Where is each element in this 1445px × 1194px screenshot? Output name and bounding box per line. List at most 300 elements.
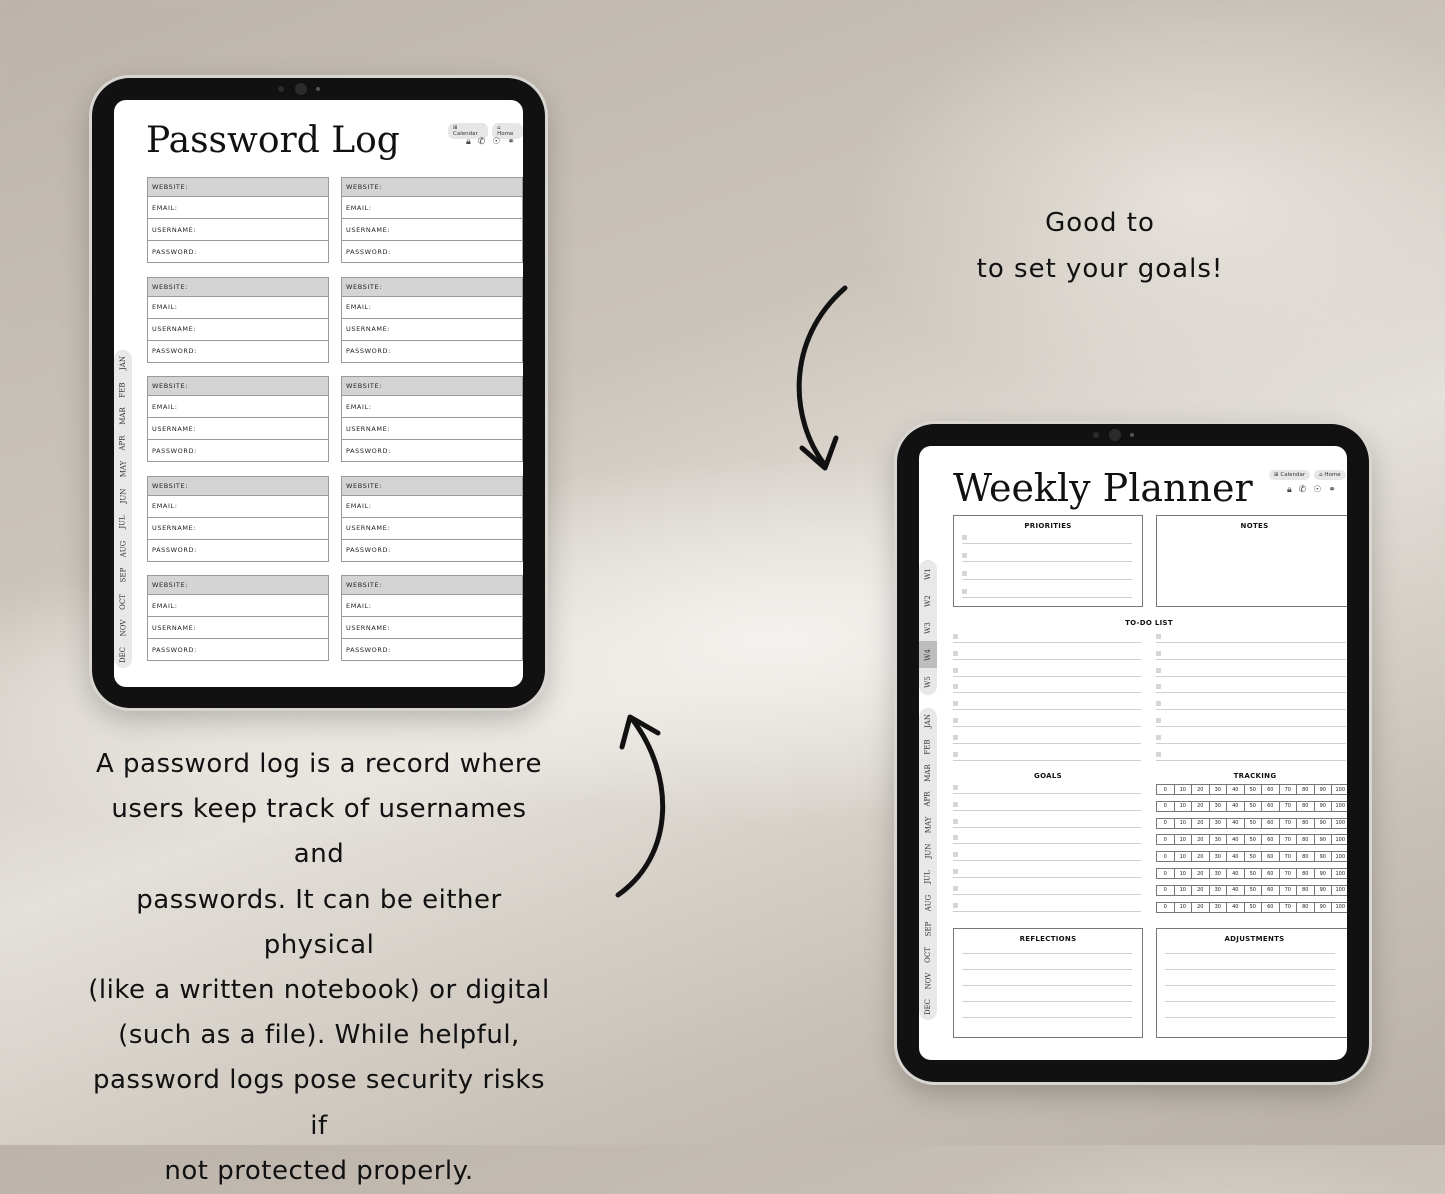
adjustment-line[interactable] <box>1165 1017 1335 1018</box>
checkbox[interactable] <box>1156 684 1161 689</box>
tracking-cell[interactable]: 70 <box>1279 885 1298 896</box>
description-line: not protected properly. <box>164 1155 474 1186</box>
tab-sep[interactable] <box>919 916 937 942</box>
tab-sep[interactable] <box>114 562 132 589</box>
tracking-cell[interactable]: 40 <box>1226 784 1245 795</box>
priorities-box <box>953 515 1143 607</box>
week-tabs <box>919 560 937 695</box>
tracking-cell[interactable]: 20 <box>1191 868 1210 879</box>
tab-nov[interactable] <box>919 968 937 994</box>
tracking-cell[interactable]: 20 <box>1191 784 1210 795</box>
tracking-cell[interactable]: 50 <box>1244 801 1263 812</box>
checkbox[interactable] <box>953 718 958 723</box>
drops-icon[interactable]: ⚭ <box>1328 485 1336 495</box>
tracking-cell[interactable]: 80 <box>1296 868 1315 879</box>
tracking-cell[interactable]: 20 <box>1191 834 1210 845</box>
username-field[interactable]: USERNAME: <box>341 219 523 241</box>
username-field[interactable]: USERNAME: <box>147 518 329 540</box>
phone-icon[interactable]: ✆ <box>1298 485 1307 495</box>
tab-label: W2 <box>924 594 932 607</box>
page-title: Weekly Planner <box>953 466 1253 510</box>
tracking-cell[interactable]: 30 <box>1209 902 1228 913</box>
tab-label: APR <box>923 791 932 807</box>
checkbox[interactable] <box>953 819 958 824</box>
goal-line[interactable] <box>953 843 1141 844</box>
checkbox[interactable] <box>953 684 958 689</box>
todo-line[interactable] <box>1156 760 1346 761</box>
tracking-cell[interactable]: 100 <box>1331 801 1347 812</box>
tracking-row <box>1156 801 1347 812</box>
tab-label: APR <box>118 435 127 451</box>
tracking-cell[interactable]: 10 <box>1174 834 1193 845</box>
password-field[interactable]: PASSWORD: <box>341 341 523 363</box>
tracking-cell[interactable]: 80 <box>1296 851 1315 862</box>
tracking-cell[interactable]: 0 <box>1156 885 1175 896</box>
lock-icon[interactable]: 🔒︎ <box>466 137 471 147</box>
tracking-cell[interactable]: 90 <box>1314 885 1333 896</box>
password-log-screen <box>114 100 523 687</box>
tab-label: DEC <box>118 646 127 663</box>
todo-line[interactable] <box>953 709 1141 710</box>
website-field[interactable]: WEBSITE: <box>341 177 523 197</box>
todo-heading: TO-DO LIST <box>1125 619 1173 627</box>
todo-line[interactable] <box>1156 676 1346 677</box>
todo-line[interactable] <box>1156 726 1346 727</box>
website-field[interactable]: WEBSITE: <box>147 575 329 595</box>
checkbox[interactable] <box>962 589 967 594</box>
tracking-cell[interactable]: 70 <box>1279 868 1298 879</box>
username-field[interactable]: USERNAME: <box>147 219 329 241</box>
tab-label: DEC <box>923 998 932 1016</box>
tab-nov[interactable] <box>114 615 132 642</box>
adjustment-line[interactable] <box>1165 1001 1335 1002</box>
tracking-cell[interactable]: 90 <box>1314 801 1333 812</box>
goal-line[interactable] <box>953 911 1141 912</box>
tracking-cell[interactable]: 90 <box>1314 851 1333 862</box>
tracking-cell[interactable]: 100 <box>1331 784 1347 795</box>
camera-dot <box>278 86 284 92</box>
tracking-cell[interactable]: 30 <box>1209 868 1228 879</box>
website-field[interactable]: WEBSITE: <box>147 177 329 197</box>
checkbox[interactable] <box>1156 752 1161 757</box>
email-field[interactable]: EMAIL: <box>147 297 329 319</box>
month-tabs <box>114 350 132 668</box>
website-field[interactable]: WEBSITE: <box>147 476 329 496</box>
tracking-cell[interactable]: 60 <box>1261 902 1280 913</box>
password-field[interactable]: PASSWORD: <box>147 341 329 363</box>
checkbox[interactable] <box>953 668 958 673</box>
tracking-cell[interactable]: 90 <box>1314 818 1333 829</box>
tracking-cell[interactable]: 80 <box>1296 834 1315 845</box>
tab-jan[interactable] <box>919 708 937 734</box>
reflection-line[interactable] <box>962 985 1132 986</box>
website-field[interactable]: WEBSITE: <box>147 277 329 297</box>
tracking-cell[interactable]: 20 <box>1191 885 1210 896</box>
password-entry <box>341 476 523 562</box>
tracking-cell[interactable]: 0 <box>1156 784 1175 795</box>
tracking-cell[interactable]: 100 <box>1331 902 1347 913</box>
password-field[interactable]: PASSWORD: <box>341 639 523 661</box>
reflection-line[interactable] <box>962 953 1132 954</box>
tracking-cell[interactable]: 40 <box>1226 801 1245 812</box>
tracking-cell[interactable]: 20 <box>1191 851 1210 862</box>
tab-aug[interactable] <box>919 890 937 916</box>
tracking-cell[interactable]: 70 <box>1279 818 1298 829</box>
tab-mar[interactable] <box>114 403 132 430</box>
tracking-cell[interactable]: 30 <box>1209 784 1228 795</box>
tab-label: OCT <box>118 593 127 610</box>
tab-label: MAR <box>924 764 932 782</box>
lightbulb-icon[interactable]: ☉ <box>1313 485 1322 495</box>
adjustment-line[interactable] <box>1165 953 1335 954</box>
tracking-cell[interactable]: 50 <box>1244 834 1263 845</box>
tab-dec[interactable] <box>919 994 937 1020</box>
password-field[interactable]: PASSWORD: <box>147 241 329 263</box>
tracking-cell[interactable]: 80 <box>1296 902 1315 913</box>
tab-jun[interactable] <box>114 483 132 510</box>
email-field[interactable]: EMAIL: <box>147 496 329 518</box>
tracking-row <box>1156 851 1347 862</box>
password-field[interactable]: PASSWORD: <box>341 241 523 263</box>
tab-w1[interactable] <box>919 560 937 587</box>
tracking-cell[interactable]: 0 <box>1156 868 1175 879</box>
description-line: (like a written notebook) or digital <box>88 975 550 1006</box>
checkbox[interactable] <box>953 869 958 874</box>
lightbulb-icon[interactable]: ☉ <box>492 137 501 147</box>
tracking-cell[interactable]: 10 <box>1174 885 1193 896</box>
checkbox[interactable] <box>953 735 958 740</box>
tracking-cell[interactable]: 50 <box>1244 868 1263 879</box>
checkbox[interactable] <box>1156 668 1161 673</box>
checkbox[interactable] <box>1156 718 1161 723</box>
tracking-cell[interactable]: 30 <box>1209 818 1228 829</box>
todo-line[interactable] <box>953 659 1141 660</box>
website-field[interactable]: WEBSITE: <box>341 575 523 595</box>
tracking-cell[interactable]: 10 <box>1174 818 1193 829</box>
notes-heading: NOTES <box>1240 522 1269 530</box>
username-field[interactable]: USERNAME: <box>147 418 329 440</box>
tab-dec[interactable] <box>114 642 132 669</box>
tracking-row <box>1156 885 1347 896</box>
home-button[interactable]: ⌂ Home <box>492 123 523 139</box>
tab-oct[interactable] <box>919 942 937 968</box>
reflection-line[interactable] <box>962 969 1132 970</box>
tracking-cell[interactable]: 0 <box>1156 851 1175 862</box>
tracking-cell[interactable]: 50 <box>1244 851 1263 862</box>
password-entry <box>147 575 329 661</box>
description-line: A password log is a record where <box>95 749 543 779</box>
tracking-cell[interactable]: 90 <box>1314 834 1333 845</box>
goal-line[interactable] <box>953 810 1141 811</box>
tracking-row <box>1156 784 1347 795</box>
todo-line[interactable] <box>953 726 1141 727</box>
tab-may[interactable] <box>114 456 132 483</box>
priority-line[interactable] <box>962 597 1132 598</box>
checkbox[interactable] <box>953 785 958 790</box>
tab-label: OCT <box>923 947 932 963</box>
tab-label: JUN <box>924 843 932 859</box>
drops-icon[interactable]: ⚭ <box>507 137 515 147</box>
tracking-cell[interactable]: 100 <box>1331 868 1347 879</box>
tracking-cell[interactable]: 60 <box>1261 851 1280 862</box>
tab-label: NOV <box>118 619 127 637</box>
tracking-cell[interactable]: 90 <box>1314 902 1333 913</box>
tracking-cell[interactable]: 100 <box>1331 834 1347 845</box>
username-field[interactable]: USERNAME: <box>341 518 523 540</box>
tracking-cell[interactable]: 0 <box>1156 818 1175 829</box>
password-field[interactable]: PASSWORD: <box>341 540 523 562</box>
checkbox[interactable] <box>1156 651 1161 656</box>
checkbox[interactable] <box>962 535 967 540</box>
username-field[interactable]: USERNAME: <box>341 617 523 639</box>
tracking-cell[interactable]: 20 <box>1191 902 1210 913</box>
tracking-cell[interactable]: 70 <box>1279 851 1298 862</box>
adjustments-box[interactable] <box>1156 928 1347 1038</box>
page-title: Password Log <box>146 120 400 161</box>
priority-line[interactable] <box>962 561 1132 562</box>
tracking-cell[interactable]: 10 <box>1174 902 1193 913</box>
tab-apr[interactable] <box>114 430 132 457</box>
password-entry <box>147 177 329 263</box>
tab-label: W1 <box>924 567 932 580</box>
password-entry <box>341 575 523 661</box>
email-field[interactable]: EMAIL: <box>341 496 523 518</box>
tracking-cell[interactable]: 0 <box>1156 801 1175 812</box>
tracking-cell[interactable]: 30 <box>1209 801 1228 812</box>
tab-jul[interactable] <box>114 509 132 536</box>
tab-feb[interactable] <box>919 734 937 760</box>
tab-label: JAN <box>924 714 932 728</box>
tab-label: JAN <box>119 356 127 371</box>
tracking-row <box>1156 902 1347 913</box>
tab-w3[interactable] <box>919 614 937 641</box>
website-field[interactable]: WEBSITE: <box>341 277 523 297</box>
todo-line[interactable] <box>1156 709 1346 710</box>
tracking-cell[interactable]: 10 <box>1174 784 1193 795</box>
checkbox[interactable] <box>953 802 958 807</box>
tracking-cell[interactable]: 50 <box>1244 818 1263 829</box>
camera-dot <box>1093 432 1099 438</box>
tracking-cell[interactable]: 90 <box>1314 784 1333 795</box>
email-field[interactable]: EMAIL: <box>147 396 329 418</box>
goal-line[interactable] <box>953 793 1141 794</box>
tab-jan[interactable] <box>114 350 132 377</box>
tracking-cell[interactable]: 40 <box>1226 851 1245 862</box>
tracking-cell[interactable]: 60 <box>1261 784 1280 795</box>
tracking-cell[interactable]: 20 <box>1191 818 1210 829</box>
checkbox[interactable] <box>953 752 958 757</box>
tracking-cell[interactable]: 60 <box>1261 801 1280 812</box>
checkbox[interactable] <box>953 701 958 706</box>
reflections-heading: REFLECTIONS <box>1019 935 1077 943</box>
tracking-cell[interactable]: 60 <box>1261 818 1280 829</box>
checkbox[interactable] <box>953 886 958 891</box>
tracking-cell[interactable]: 70 <box>1279 902 1298 913</box>
tab-feb[interactable] <box>114 377 132 404</box>
password-field[interactable]: PASSWORD: <box>147 440 329 462</box>
calendar-button[interactable]: ⊞ Calendar <box>448 123 488 139</box>
tracking-cell[interactable]: 30 <box>1209 885 1228 896</box>
tracking-cell[interactable]: 100 <box>1331 818 1347 829</box>
tab-jun[interactable] <box>919 838 937 864</box>
tracking-cell[interactable]: 80 <box>1296 885 1315 896</box>
tab-w5[interactable] <box>919 668 937 695</box>
tab-label: JUL <box>923 870 932 884</box>
tracking-row <box>1156 868 1347 879</box>
tracking-cell[interactable]: 40 <box>1226 834 1245 845</box>
tracking-cell[interactable]: 20 <box>1191 801 1210 812</box>
checkbox[interactable] <box>962 571 967 576</box>
tab-label: SEP <box>924 921 932 937</box>
tab-label: W3 <box>924 621 932 634</box>
tracking-cell[interactable]: 50 <box>1244 902 1263 913</box>
password-field[interactable]: PASSWORD: <box>341 440 523 462</box>
tab-label: FEB <box>119 382 127 398</box>
email-field[interactable]: EMAIL: <box>147 595 329 617</box>
password-entry <box>147 376 329 462</box>
username-field[interactable]: USERNAME: <box>341 418 523 440</box>
tracking-cell[interactable]: 10 <box>1174 868 1193 879</box>
tracking-cell[interactable]: 80 <box>1296 801 1315 812</box>
tab-jul[interactable] <box>919 864 937 890</box>
tracking-cell[interactable]: 50 <box>1244 885 1263 896</box>
adjustment-line[interactable] <box>1165 969 1335 970</box>
tracking-cell[interactable]: 90 <box>1314 868 1333 879</box>
tracking-cell[interactable]: 70 <box>1279 784 1298 795</box>
adjustment-line[interactable] <box>1165 985 1335 986</box>
todo-line[interactable] <box>1156 642 1346 643</box>
phone-icon[interactable]: ✆ <box>477 137 486 147</box>
website-field[interactable]: WEBSITE: <box>341 376 523 396</box>
tracking-cell[interactable]: 40 <box>1226 868 1245 879</box>
password-field[interactable]: PASSWORD: <box>147 540 329 562</box>
todo-line[interactable] <box>953 743 1141 744</box>
todo-line[interactable] <box>953 760 1141 761</box>
home-button[interactable]: ⌂ Home <box>1314 470 1345 480</box>
sensor-dot <box>1130 433 1134 437</box>
email-field[interactable]: EMAIL: <box>147 197 329 219</box>
goal-caption <box>960 200 1240 292</box>
checkbox[interactable] <box>953 835 958 840</box>
tab-aug[interactable] <box>114 536 132 563</box>
weekly-planner-screen <box>919 446 1347 1060</box>
tab-w2[interactable] <box>919 587 937 614</box>
tracking-cell[interactable]: 80 <box>1296 784 1315 795</box>
email-field[interactable]: EMAIL: <box>341 297 523 319</box>
tracking-cell[interactable]: 100 <box>1331 885 1347 896</box>
calendar-button[interactable]: ⊞ Calendar <box>1269 470 1310 480</box>
tracking-cell[interactable]: 70 <box>1279 801 1298 812</box>
username-field[interactable]: USERNAME: <box>147 319 329 341</box>
todo-line[interactable] <box>953 692 1141 693</box>
checkbox[interactable] <box>953 651 958 656</box>
username-field[interactable]: USERNAME: <box>147 617 329 639</box>
checkbox[interactable] <box>1156 634 1161 639</box>
checkbox[interactable] <box>953 852 958 857</box>
website-field[interactable]: WEBSITE: <box>341 476 523 496</box>
tracking-cell[interactable]: 60 <box>1261 885 1280 896</box>
goal-caption-line: Good to <box>1045 208 1155 238</box>
tracking-row <box>1156 818 1347 829</box>
tab-w4[interactable] <box>919 641 937 668</box>
password-entry <box>147 277 329 363</box>
checkbox[interactable] <box>1156 735 1161 740</box>
description-caption <box>88 742 550 1194</box>
tab-label: AUG <box>923 894 932 912</box>
tab-may[interactable] <box>919 812 937 838</box>
tab-apr[interactable] <box>919 786 937 812</box>
password-entry <box>147 476 329 562</box>
checkbox[interactable] <box>962 553 967 558</box>
adjustments-heading: ADJUSTMENTS <box>1224 935 1285 943</box>
email-field[interactable]: EMAIL: <box>341 396 523 418</box>
tab-mar[interactable] <box>919 760 937 786</box>
tracking-cell[interactable]: 30 <box>1209 834 1228 845</box>
tracking-cell[interactable]: 30 <box>1209 851 1228 862</box>
tracking-cell[interactable]: 0 <box>1156 902 1175 913</box>
todo-line[interactable] <box>1156 659 1346 660</box>
reflection-line[interactable] <box>962 1017 1132 1018</box>
tracking-heading: TRACKING <box>1233 772 1277 780</box>
password-entry <box>341 277 523 363</box>
reflection-line[interactable] <box>962 1001 1132 1002</box>
tab-label: MAR <box>119 407 127 425</box>
description-line: (such as a file). While helpful, <box>118 1020 520 1051</box>
todo-line[interactable] <box>953 676 1141 677</box>
tracking-cell[interactable]: 10 <box>1174 851 1193 862</box>
priority-line[interactable] <box>962 543 1132 544</box>
tracking-cell[interactable]: 40 <box>1226 818 1245 829</box>
tab-oct[interactable] <box>114 589 132 616</box>
todo-line[interactable] <box>1156 743 1346 744</box>
tracking-cell[interactable]: 50 <box>1244 784 1263 795</box>
tab-label: MAY <box>119 460 127 478</box>
tracking-cell[interactable]: 70 <box>1279 834 1298 845</box>
todo-line[interactable] <box>953 642 1141 643</box>
todo-line[interactable] <box>1156 692 1346 693</box>
tracking-cell[interactable]: 100 <box>1331 851 1347 862</box>
tracking-cell[interactable]: 60 <box>1261 834 1280 845</box>
checkbox[interactable] <box>1156 701 1161 706</box>
tracking-cell[interactable]: 60 <box>1261 868 1280 879</box>
reflections-box[interactable] <box>953 928 1143 1038</box>
tracking-cell[interactable]: 10 <box>1174 801 1193 812</box>
tab-label: SEP <box>119 567 127 583</box>
email-field[interactable]: EMAIL: <box>341 197 523 219</box>
password-field[interactable]: PASSWORD: <box>147 639 329 661</box>
goal-line[interactable] <box>953 860 1141 861</box>
tracking-cell[interactable]: 40 <box>1226 902 1245 913</box>
tracking-cell[interactable]: 80 <box>1296 818 1315 829</box>
checkbox[interactable] <box>953 634 958 639</box>
goal-line[interactable] <box>953 877 1141 878</box>
notes-box[interactable] <box>1156 515 1347 607</box>
tracking-cell[interactable]: 0 <box>1156 834 1175 845</box>
goal-line[interactable] <box>953 894 1141 895</box>
email-field[interactable]: EMAIL: <box>341 595 523 617</box>
arrow-up-icon <box>600 705 690 905</box>
description-line: password logs pose security risks if <box>93 1065 545 1141</box>
description-line: users keep track of usernames and <box>111 794 527 870</box>
lock-icon[interactable]: 🔒︎ <box>1287 485 1292 495</box>
website-field[interactable]: WEBSITE: <box>147 376 329 396</box>
priority-line[interactable] <box>962 579 1132 580</box>
tracking-cell[interactable]: 40 <box>1226 885 1245 896</box>
username-field[interactable]: USERNAME: <box>341 319 523 341</box>
camera-lens <box>1109 429 1121 441</box>
checkbox[interactable] <box>953 903 958 908</box>
goal-line[interactable] <box>953 827 1141 828</box>
